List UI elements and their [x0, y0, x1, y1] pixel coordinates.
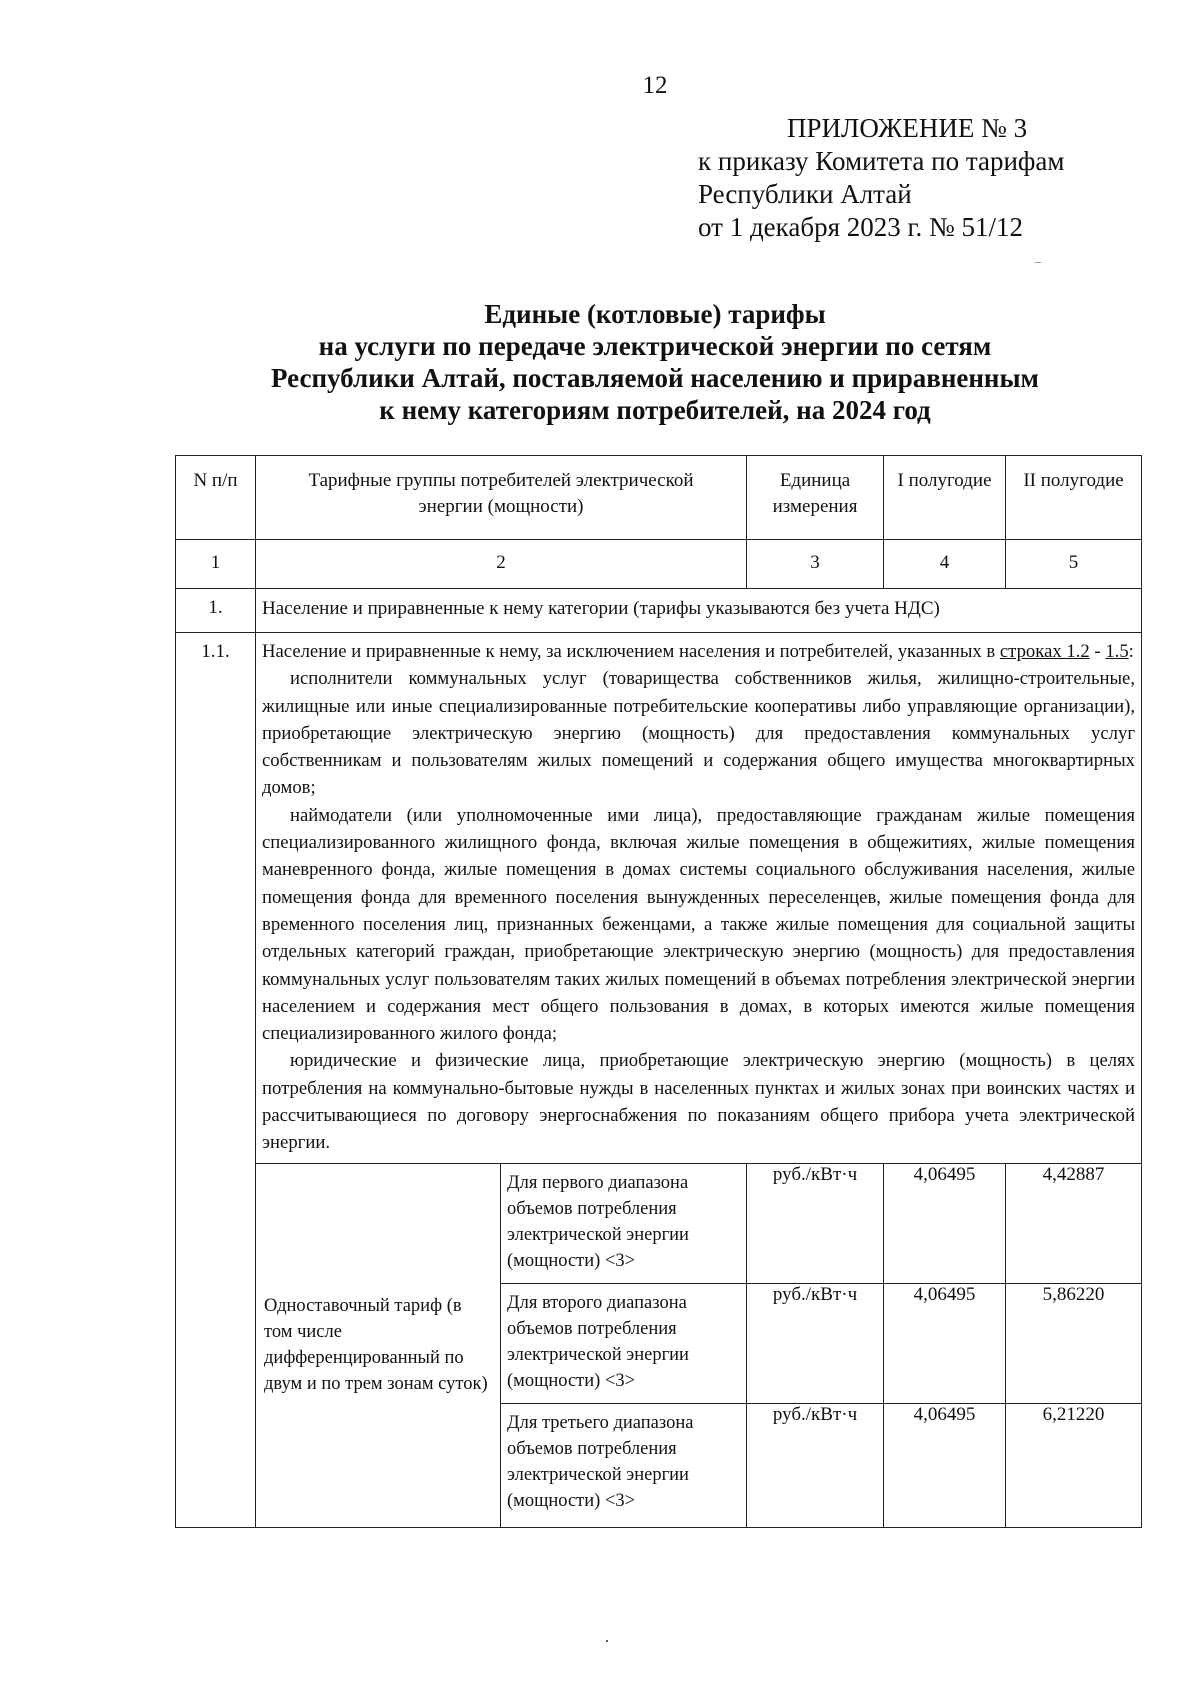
unit-cell: руб./кВт·ч: [747, 1163, 884, 1283]
document-title: [0, 298, 1200, 426]
subsection-num: 1.1.: [176, 633, 256, 1528]
appendix-line: Республики Алтай: [698, 179, 912, 209]
range-description: Для первого диапазона объемов потребления электрической энергии (мощности) <3>: [501, 1163, 747, 1283]
appendix-line: от 1 декабря 2023 г. № 51/12: [698, 212, 1024, 242]
header-unit: Единица измерения: [747, 456, 884, 540]
section-title: Население и приравненные к нему категории (тарифы указываются без учета НДС): [262, 598, 940, 619]
paragraph-executors: исполнители коммунальных услуг (товарищества собственников жилья, жилищно-строительные, жилищные или иные специализированные потребительские кооперативы либо управляющие организации), приобретающие электрическую энергию (мощность) для предоставления коммунальных услуг собственникам и пользователям жилых помещений и содержания общего имущества многоквартирных домов;: [262, 668, 1136, 799]
unit-cell: руб./кВт·ч: [747, 1403, 884, 1527]
section-title-cell: [256, 589, 1142, 633]
h2-value: 5,86220: [1006, 1283, 1142, 1403]
intro-text: Население и приравненные к нему, за исключением населения и потребителей, указанных в: [262, 641, 996, 662]
scan-mark: [606, 1640, 608, 1642]
h2-value: 6,21220: [1006, 1403, 1142, 1527]
h2-value: 4,42887: [1006, 1163, 1142, 1283]
column-number-row: [176, 540, 1142, 589]
header-num: N п/п: [176, 456, 256, 540]
col-number: 5: [1006, 540, 1142, 589]
title-line: к нему категориям потребителей, на 2024 год: [379, 395, 931, 425]
paragraph-landlords: наймодатели (или уполномоченные ими лица), предоставляющие гражданам жилые помещения специализированного жилищного фонда, включая жилые помещения в общежитиях, жилые помещения маневренного фонда, жилые помещения в домах системы социального обслуживания населения, жилые помещения фонда для временного поселения вынужденных переселенцев, жилые помещения фонда для временного поселения лиц, признанных беженцами, а также жилые помещения для социальной защиты отдельных категорий граждан, приобретающие электрическую энергию (мощность) для предоставления коммунальных услуг пользователям таких жилых помещений в объемах потребления электрической энергии населением и содержания мест общего пользования в домах, в которых имеются жилые помещения специализированного жилого фонда;: [262, 804, 1136, 1045]
appendix-line: к приказу Комитета по тарифам: [698, 146, 1065, 176]
range-description: Для второго диапазона объемов потребления электрической энергии (мощности) <3>: [501, 1283, 747, 1403]
col-number: 3: [747, 540, 884, 589]
title-line: Республики Алтай, поставляемой населению и приравненным: [271, 363, 1039, 393]
h1-value: 4,06495: [884, 1283, 1006, 1403]
appendix-line: ПРИЛОЖЕНИЕ № 3: [787, 113, 1028, 143]
section-row: [176, 589, 1142, 633]
title-line: на услуги по передаче электрической энергии по сетям: [318, 331, 992, 361]
col-number: 1: [176, 540, 256, 589]
paragraph-legal-entities: юридические и физические лица, приобретающие электрическую энергию (мощность) в целях потребления на коммунально-бытовые нужды в населенных пунктах и жилых зонах при воинских частях и рассчитывающиеся по договору энергоснабжения по показаниям общего прибора учета электрической энергии.: [262, 1050, 1136, 1154]
intro-colon: :: [1128, 641, 1134, 662]
title-line: Единые (котловые) тарифы: [484, 299, 826, 329]
h1-value: 4,06495: [884, 1163, 1006, 1283]
rows-link-1-2[interactable]: строках 1.2: [999, 641, 1090, 662]
header-groups: Тарифные группы потребителей электрической энергии (мощности): [256, 456, 747, 540]
page-number: 12: [642, 72, 668, 99]
section-num: 1.: [176, 589, 256, 633]
table-row: [176, 1163, 1142, 1283]
subsection-text-cell: [256, 633, 1142, 1164]
range-description: Для третьего диапазона объемов потребления электрической энергии (мощности) <3>: [501, 1403, 747, 1527]
scan-mark: [1035, 262, 1041, 263]
rows-link-1-5[interactable]: 1.5: [1105, 641, 1129, 662]
tariff-table: [175, 455, 1142, 1528]
h1-value: 4,06495: [884, 1403, 1006, 1527]
intro-dash: -: [1089, 641, 1106, 662]
col-number: 2: [256, 540, 747, 589]
unit-cell: руб./кВт·ч: [747, 1283, 884, 1403]
appendix-header: [698, 112, 1064, 244]
single-rate-label: Одноставочный тариф (в том числе дифференцированный по двум и по трем зонам суток): [256, 1163, 501, 1527]
col-number: 4: [884, 540, 1006, 589]
table-header-row: [176, 456, 1142, 540]
subsection-row: [176, 633, 1142, 1164]
header-h2: II полугодие: [1006, 456, 1142, 540]
subsection-text: [256, 633, 1141, 1163]
header-h1: I полугодие: [884, 456, 1006, 540]
